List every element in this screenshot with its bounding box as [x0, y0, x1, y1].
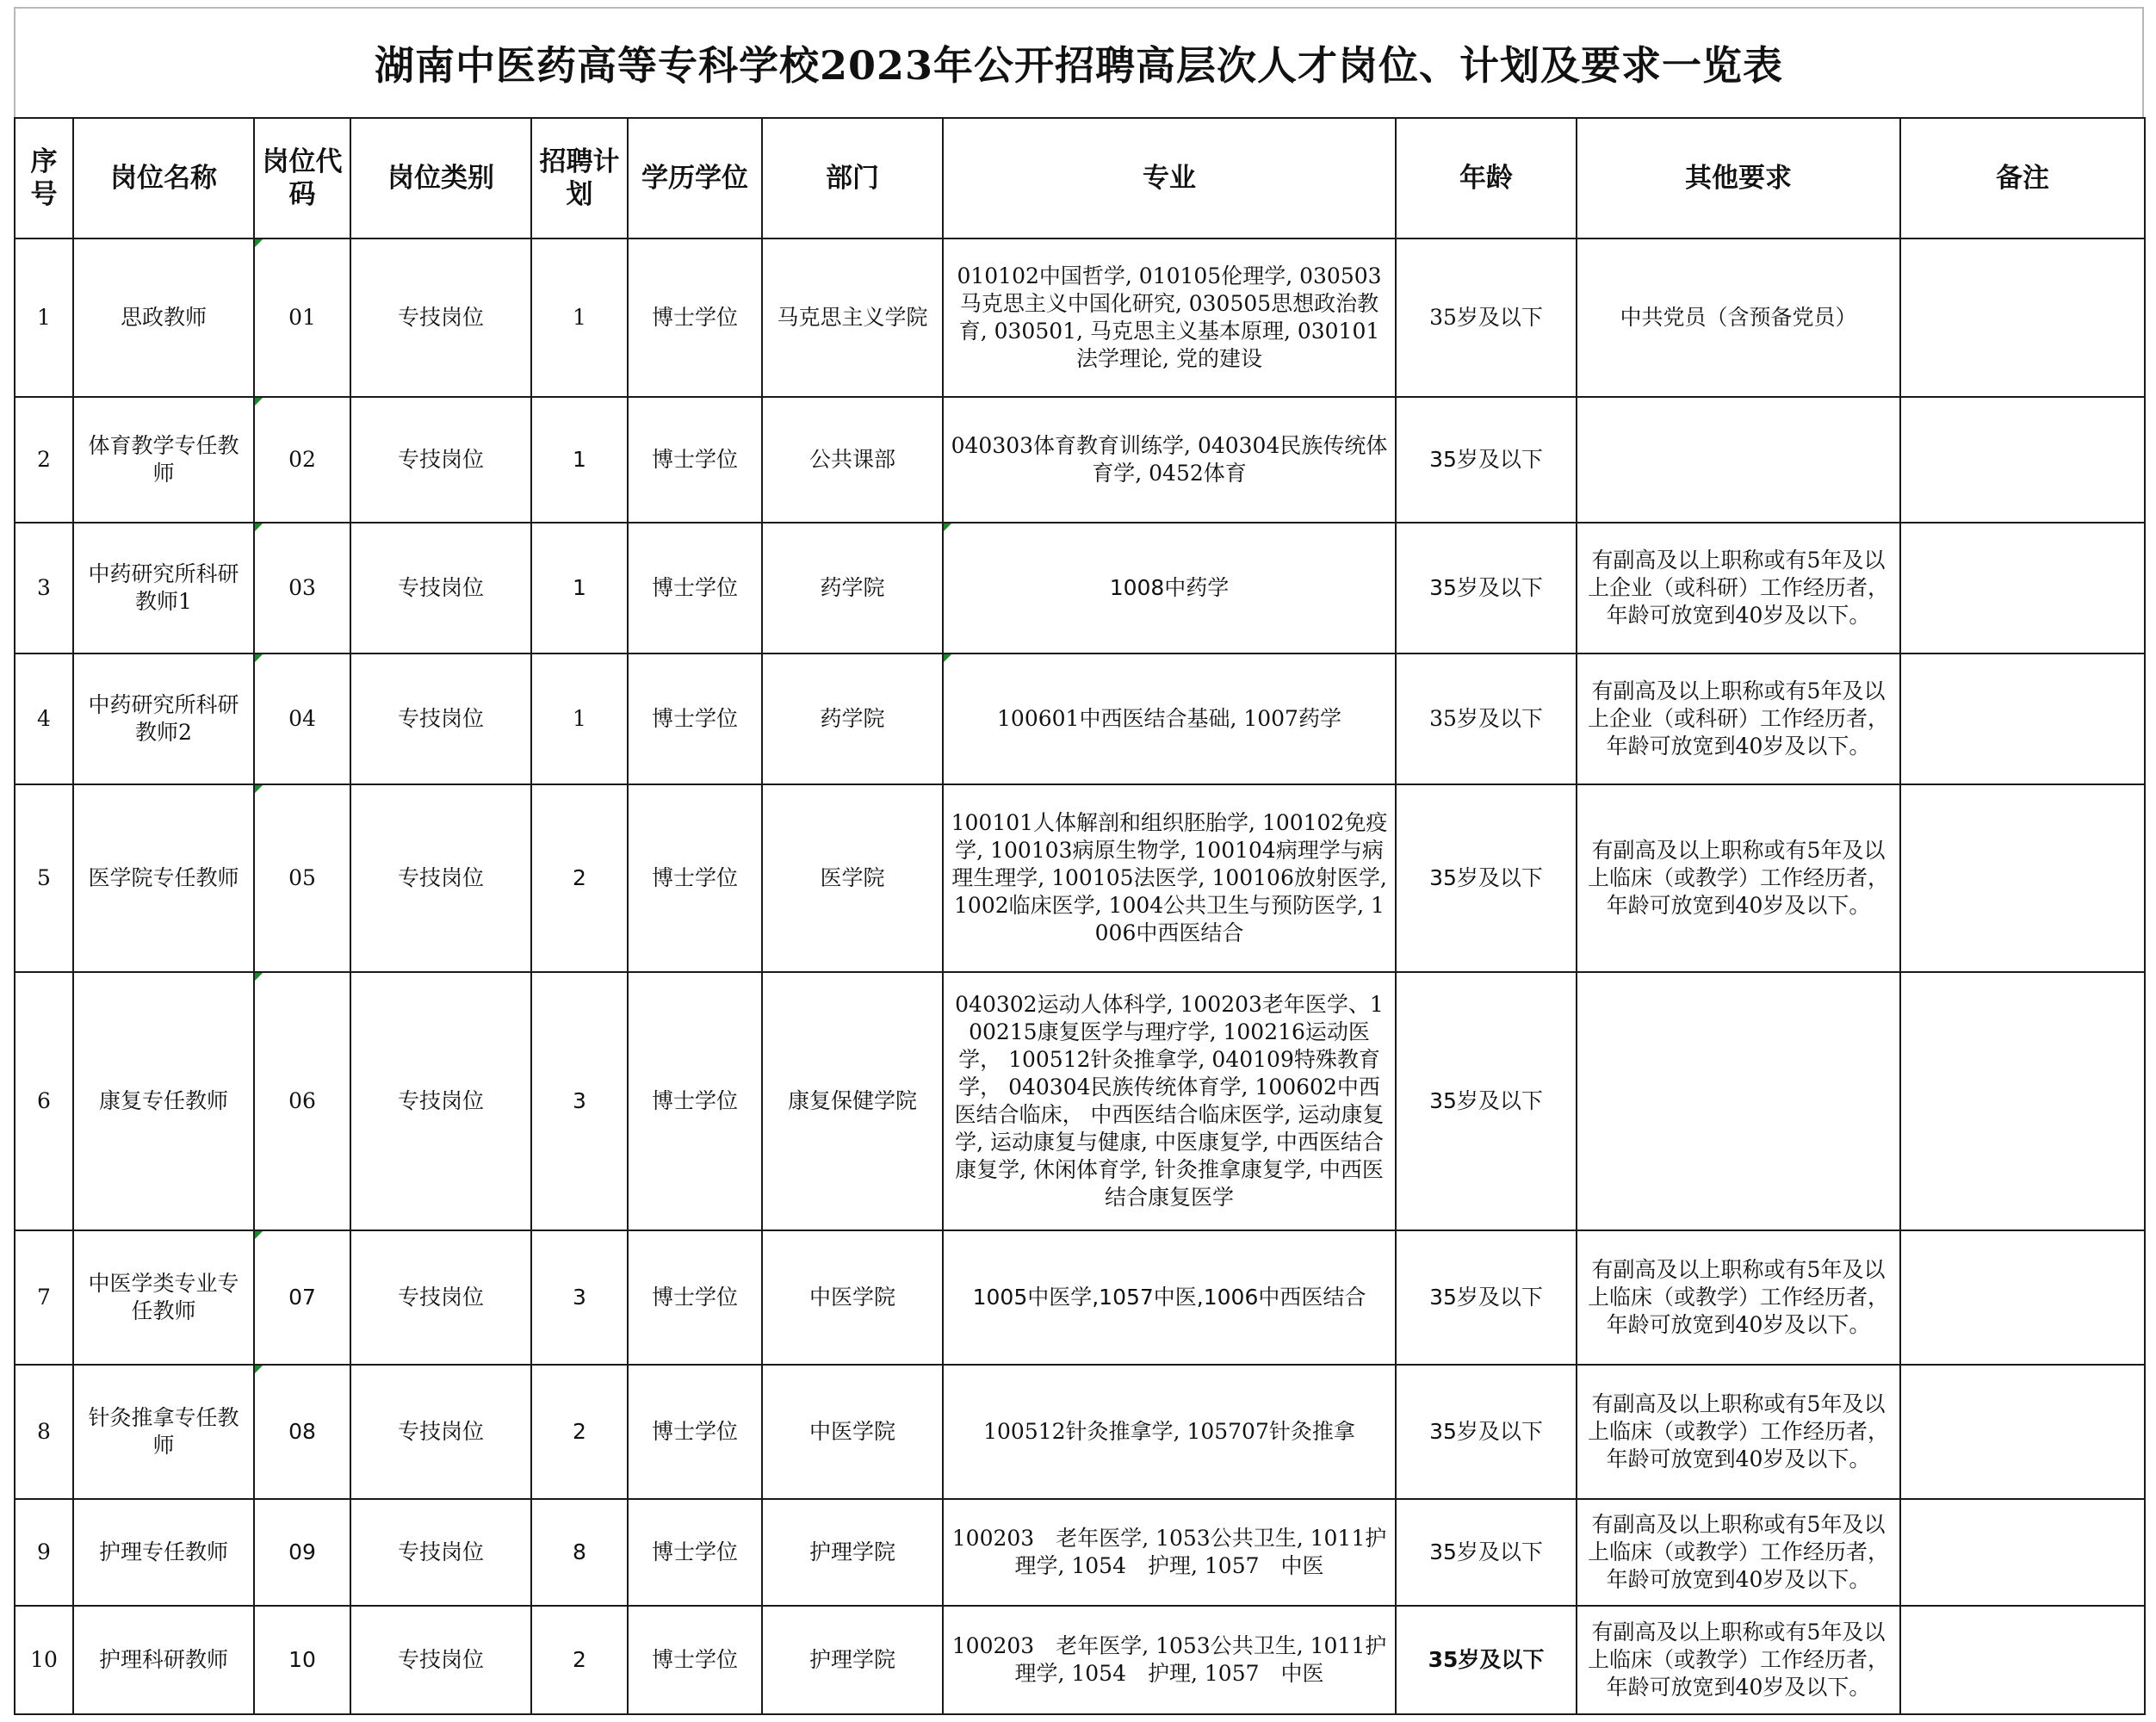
cell-major[interactable]: 040303体育教育训练学, 040304民族传统体育学, 0452体育: [943, 397, 1396, 523]
cell-plan[interactable]: 3: [531, 1230, 628, 1365]
cell-note[interactable]: [1900, 397, 2145, 523]
cell-other[interactable]: 有副高及以上职称或有5年及以上临床（或教学）工作经历者，年龄可放宽到40岁及以下。: [1577, 1499, 1900, 1606]
cell-dept[interactable]: 医学院: [762, 784, 943, 972]
cell-note[interactable]: [1900, 1230, 2145, 1365]
cell-plan[interactable]: 1: [531, 653, 628, 784]
cell-name[interactable]: 护理科研教师: [73, 1606, 254, 1714]
header-plan: 招聘计划: [531, 118, 628, 238]
cell-note[interactable]: [1900, 972, 2145, 1230]
cell-other[interactable]: [1577, 397, 1900, 523]
cell-seq[interactable]: 6: [15, 972, 73, 1230]
header-seq: 序号: [15, 118, 73, 238]
table-row: [15, 972, 2145, 1230]
header-age: 年龄: [1396, 118, 1577, 238]
cell-plan[interactable]: 8: [531, 1499, 628, 1606]
cell-other[interactable]: 中共党员（含预备党员）: [1577, 238, 1900, 397]
header-name: 岗位名称: [73, 118, 254, 238]
table-row: [15, 523, 2145, 653]
cell-seq[interactable]: 7: [15, 1230, 73, 1365]
cell-other[interactable]: 有副高及以上职称或有5年及以上临床（或教学）工作经历者，年龄可放宽到40岁及以下。: [1577, 784, 1900, 972]
cell-category[interactable]: 专技岗位: [350, 523, 531, 653]
cell-plan[interactable]: 1: [531, 523, 628, 653]
cell-major[interactable]: 040302运动人体科学, 100203老年医学、100215康复医学与理疗学, 100216运动医学， 100512针灸推拿学, 040109特殊教育学， 040304民族传统体育学, 100602中西医结合临床， 中西医结合临床医学, 运动康复学, 运动康复与健康, 中医康复学, 中西医结合康复学, 休闲体育学, 针灸推拿康复学, 中西医结合康复医学: [943, 972, 1396, 1230]
cell-category[interactable]: 专技岗位: [350, 1365, 531, 1499]
cell-plan[interactable]: 3: [531, 972, 628, 1230]
cell-degree[interactable]: 博士学位: [628, 972, 762, 1230]
cell-name[interactable]: 思政教师: [73, 238, 254, 397]
header-code: 岗位代码: [254, 118, 350, 238]
cell-age[interactable]: 35岁及以下: [1396, 1499, 1577, 1606]
cell-age[interactable]: 35岁及以下: [1396, 523, 1577, 653]
cell-code[interactable]: 08: [254, 1365, 350, 1499]
cell-other[interactable]: [1577, 972, 1900, 1230]
page-title: 湖南中医药高等专科学校2023年公开招聘高层次人才岗位、计划及要求一览表: [374, 42, 1784, 89]
cell-degree[interactable]: 博士学位: [628, 784, 762, 972]
header-dept: 部门: [762, 118, 943, 238]
cell-plan[interactable]: 1: [531, 238, 628, 397]
cell-age[interactable]: 35岁及以下: [1396, 397, 1577, 523]
cell-degree[interactable]: 博士学位: [628, 523, 762, 653]
header-row: [15, 118, 2145, 238]
cell-dept[interactable]: 药学院: [762, 653, 943, 784]
cell-category[interactable]: 专技岗位: [350, 1606, 531, 1714]
cell-note[interactable]: [1900, 784, 2145, 972]
cell-category[interactable]: 专技岗位: [350, 1499, 531, 1606]
cell-other[interactable]: 有副高及以上职称或有5年及以上临床（或教学）工作经历者，年龄可放宽到40岁及以下。: [1577, 1365, 1900, 1499]
cell-name[interactable]: 护理专任教师: [73, 1499, 254, 1606]
cell-age[interactable]: 35岁及以下: [1396, 1606, 1577, 1714]
cell-seq[interactable]: 1: [15, 238, 73, 397]
table-row: [15, 238, 2145, 397]
cell-dept[interactable]: 中医学院: [762, 1365, 943, 1499]
recruitment-table: [14, 117, 2146, 1715]
cell-other[interactable]: 有副高及以上职称或有5年及以上临床（或教学）工作经历者，年龄可放宽到40岁及以下。: [1577, 1606, 1900, 1714]
cell-category[interactable]: 专技岗位: [350, 784, 531, 972]
table-row: [15, 784, 2145, 972]
table-row: [15, 653, 2145, 784]
cell-seq[interactable]: 9: [15, 1499, 73, 1606]
cell-note[interactable]: [1900, 653, 2145, 784]
cell-other[interactable]: 有副高及以上职称或有5年及以上企业（或科研）工作经历者，年龄可放宽到40岁及以下。: [1577, 523, 1900, 653]
cell-degree[interactable]: 博士学位: [628, 653, 762, 784]
header-major: 专业: [943, 118, 1396, 238]
cell-age[interactable]: 35岁及以下: [1396, 1365, 1577, 1499]
header-note: 备注: [1900, 118, 2145, 238]
spreadsheet-sheet: [14, 7, 2144, 1713]
header-degree: 学历学位: [628, 118, 762, 238]
cell-major[interactable]: 100203 老年医学, 1053公共卫生, 1011护理学, 1054 护理, 1057 中医: [943, 1606, 1396, 1714]
cell-seq[interactable]: 2: [15, 397, 73, 523]
cell-major[interactable]: 100101人体解剖和组织胚胎学, 100102免疫学, 100103病原生物学, 100104病理学与病理生理学, 100105法医学, 100106放射医学, 1002临床医学, 1004公共卫生与预防医学, 1006中西医结合: [943, 784, 1396, 972]
cell-code[interactable]: 03: [254, 523, 350, 653]
cell-category[interactable]: 专技岗位: [350, 972, 531, 1230]
title-row: [14, 7, 2144, 117]
cell-major[interactable]: 1005中医学,1057中医,1006中西医结合: [943, 1230, 1396, 1365]
cell-plan[interactable]: 2: [531, 784, 628, 972]
header-other: 其他要求: [1577, 118, 1900, 238]
cell-plan[interactable]: 1: [531, 397, 628, 523]
cell-seq[interactable]: 4: [15, 653, 73, 784]
header-category: 岗位类别: [350, 118, 531, 238]
cell-plan[interactable]: 2: [531, 1606, 628, 1714]
cell-name[interactable]: 针灸推拿专任教师: [73, 1365, 254, 1499]
cell-code[interactable]: 05: [254, 784, 350, 972]
table-row: [15, 1230, 2145, 1365]
table-row: [15, 397, 2145, 523]
cell-code[interactable]: 04: [254, 653, 350, 784]
cell-other[interactable]: 有副高及以上职称或有5年及以上企业（或科研）工作经历者，年龄可放宽到40岁及以下。: [1577, 653, 1900, 784]
cell-age[interactable]: 35岁及以下: [1396, 238, 1577, 397]
table-row: [15, 1499, 2145, 1606]
cell-major[interactable]: 1008中药学: [943, 523, 1396, 653]
cell-dept[interactable]: 护理学院: [762, 1606, 943, 1714]
cell-note[interactable]: [1900, 1499, 2145, 1606]
cell-note[interactable]: [1900, 1606, 2145, 1714]
cell-category[interactable]: 专技岗位: [350, 238, 531, 397]
cell-name[interactable]: 中医学类专业专任教师: [73, 1230, 254, 1365]
cell-category[interactable]: 专技岗位: [350, 397, 531, 523]
cell-seq[interactable]: 10: [15, 1606, 73, 1714]
cell-seq[interactable]: 3: [15, 523, 73, 653]
cell-name[interactable]: 医学院专任教师: [73, 784, 254, 972]
cell-degree[interactable]: 博士学位: [628, 238, 762, 397]
cell-code[interactable]: 06: [254, 972, 350, 1230]
cell-age[interactable]: 35岁及以下: [1396, 972, 1577, 1230]
cell-dept[interactable]: 药学院: [762, 523, 943, 653]
cell-degree[interactable]: 博士学位: [628, 1230, 762, 1365]
cell-note[interactable]: [1900, 523, 2145, 653]
cell-note[interactable]: [1900, 238, 2145, 397]
cell-code[interactable]: 09: [254, 1499, 350, 1606]
cell-age[interactable]: 35岁及以下: [1396, 1230, 1577, 1365]
cell-dept[interactable]: 康复保健学院: [762, 972, 943, 1230]
table-row: [15, 1365, 2145, 1499]
cell-name[interactable]: 康复专任教师: [73, 972, 254, 1230]
cell-note[interactable]: [1900, 1365, 2145, 1499]
cell-other[interactable]: 有副高及以上职称或有5年及以上临床（或教学）工作经历者，年龄可放宽到40岁及以下。: [1577, 1230, 1900, 1365]
cell-seq[interactable]: 5: [15, 784, 73, 972]
cell-category[interactable]: 专技岗位: [350, 1230, 531, 1365]
cell-degree[interactable]: 博士学位: [628, 397, 762, 523]
table-row: [15, 1606, 2145, 1714]
cell-degree[interactable]: 博士学位: [628, 1499, 762, 1606]
cell-code[interactable]: 07: [254, 1230, 350, 1365]
cell-name[interactable]: 中药研究所科研教师2: [73, 653, 254, 784]
cell-seq[interactable]: 8: [15, 1365, 73, 1499]
cell-major[interactable]: 100203 老年医学, 1053公共卫生, 1011护理学, 1054 护理, 1057 中医: [943, 1499, 1396, 1606]
cell-degree[interactable]: 博士学位: [628, 1365, 762, 1499]
cell-age[interactable]: 35岁及以下: [1396, 784, 1577, 972]
cell-name[interactable]: 体育教学专任教师: [73, 397, 254, 523]
cell-name[interactable]: 中药研究所科研教师1: [73, 523, 254, 653]
cell-age[interactable]: 35岁及以下: [1396, 653, 1577, 784]
cell-plan[interactable]: 2: [531, 1365, 628, 1499]
cell-dept[interactable]: 马克思主义学院: [762, 238, 943, 397]
cell-dept[interactable]: 护理学院: [762, 1499, 943, 1606]
cell-major[interactable]: 100601中西医结合基础, 1007药学: [943, 653, 1396, 784]
cell-major[interactable]: 100512针灸推拿学, 105707针灸推拿: [943, 1365, 1396, 1499]
cell-category[interactable]: 专技岗位: [350, 653, 531, 784]
cell-dept[interactable]: 公共课部: [762, 397, 943, 523]
cell-code[interactable]: 02: [254, 397, 350, 523]
cell-code[interactable]: 10: [254, 1606, 350, 1714]
cell-degree[interactable]: 博士学位: [628, 1606, 762, 1714]
cell-code[interactable]: 01: [254, 238, 350, 397]
cell-dept[interactable]: 中医学院: [762, 1230, 943, 1365]
cell-major[interactable]: 010102中国哲学, 010105伦理学, 030503马克思主义中国化研究, 030505思想政治教育, 030501, 马克思主义基本原理, 030101法学理论, 党的建设: [943, 238, 1396, 397]
